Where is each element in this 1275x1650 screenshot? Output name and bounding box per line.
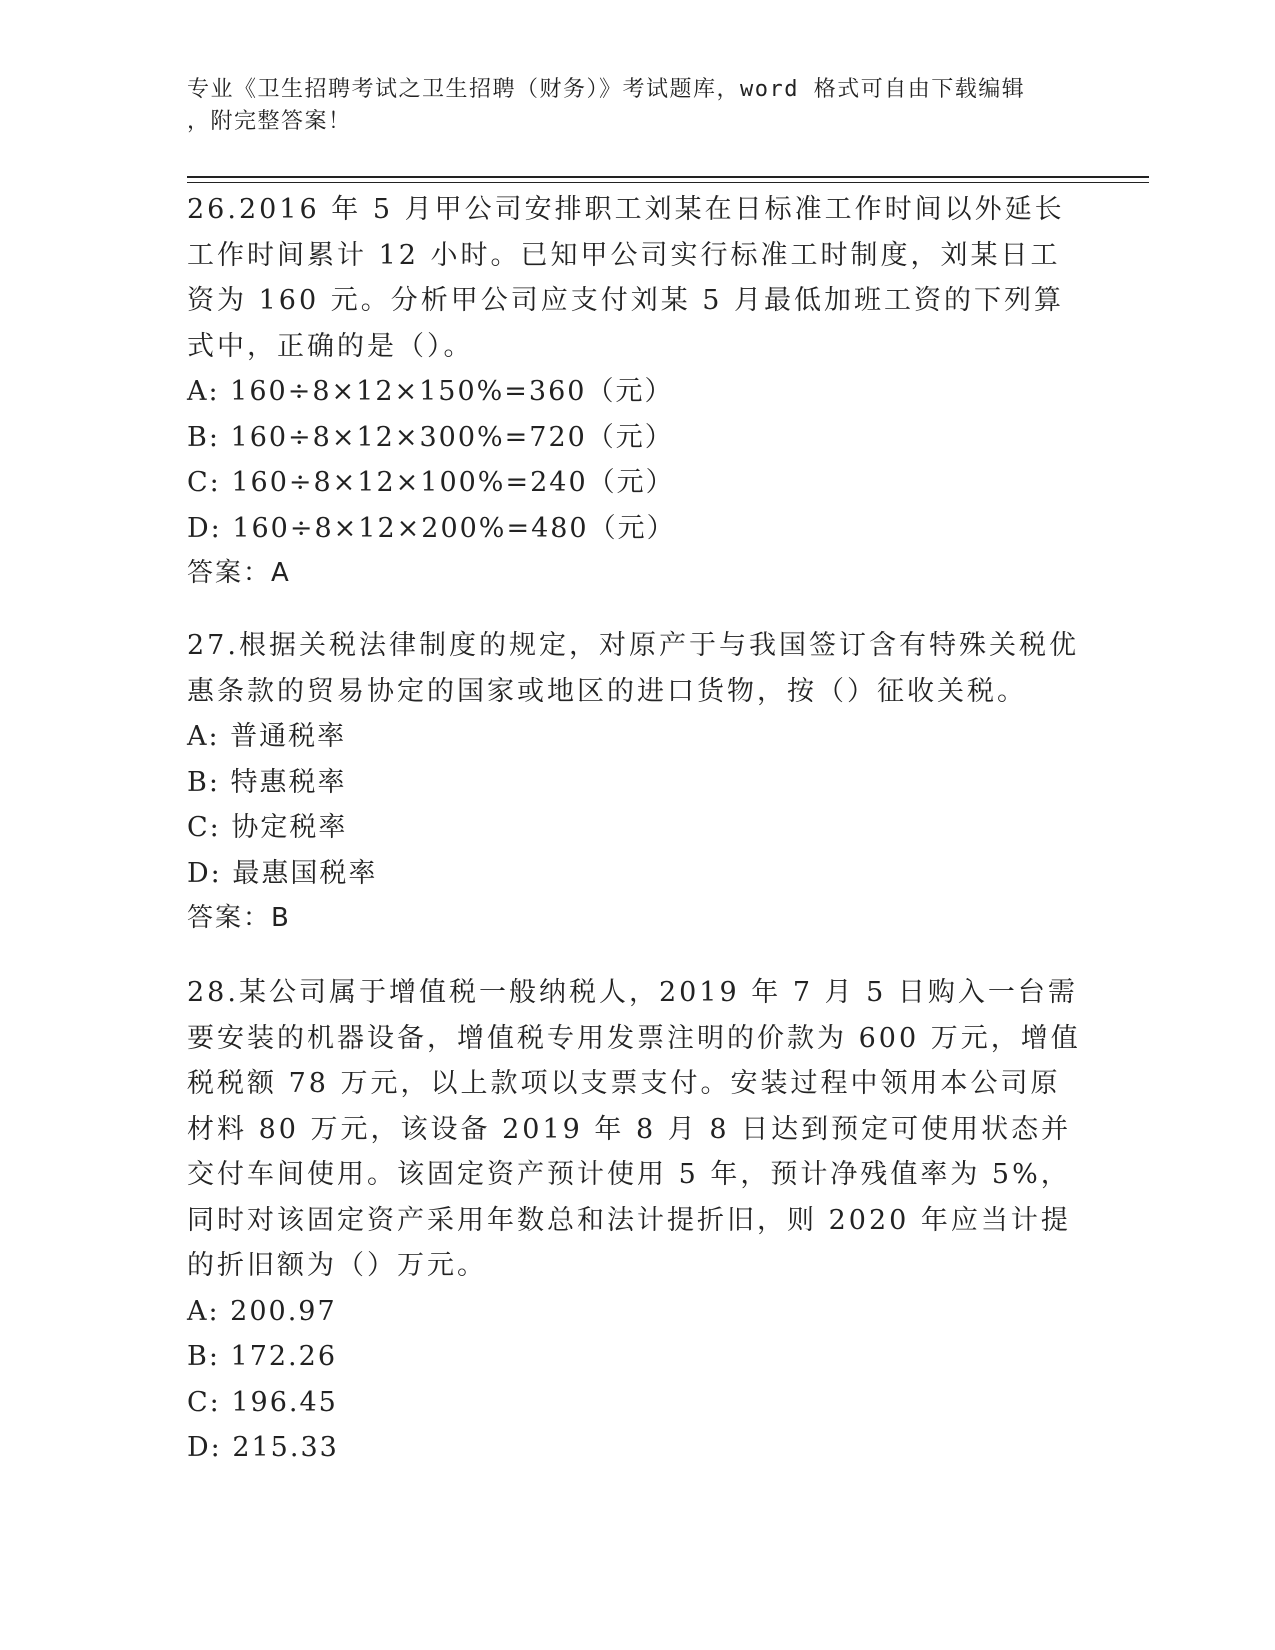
header-divider-thin: [187, 182, 1149, 183]
option-b: B: 160÷8×12×300%=720（元）: [187, 421, 674, 453]
header-line-1: 专业《卫生招聘考试之卫生招聘（财务）》考试题库，word 格式可自由下载编辑: [187, 77, 1026, 102]
option-a: A: 200.97: [187, 1295, 337, 1327]
option-c: C: 160÷8×12×100%=240（元）: [187, 467, 675, 498]
option-c: C: 196.45: [187, 1386, 338, 1418]
option-d: D: 160÷8×12×200%=480（元）: [187, 512, 676, 544]
header-divider-thick: [187, 176, 1149, 178]
question-text: 26.2016 年 5 月甲公司安排职工刘某在日标准工作时间以外延长工作时间累计 12 小时。已知甲公司实行标准工时制度，刘某日工资为 160 元。分析甲公司应支付刘某 5 月最低加班工资的下列算式中，正确的是（）。: [187, 194, 1065, 362]
question-28: [187, 970, 1087, 1471]
option-a: A: 普通税率: [187, 721, 347, 752]
header-line-2: ，附完整答案！: [187, 109, 352, 134]
option-b: B: 172.26: [187, 1341, 337, 1372]
document-header: [187, 74, 1087, 138]
question-text: 27.根据关税法律制度的规定，对原产于与我国签订含有特殊关税优惠条款的贸易协定的国家或地区的进口货物，按（）征收关税。: [187, 630, 1079, 707]
answer-label: 答案：A: [187, 558, 291, 588]
question-text: 28.某公司属于增值税一般纳税人，2019 年 7 月 5 日购入一台需要安装的机器设备，增值税专用发票注明的价款为 600 万元，增值税税额 78 万元，以上款项以支票支付。安装过程中领用本公司原材料 80 万元，该设备 2019 年 8 月 8 日达到预定可使用状态并交付车间使用。该固定资产预计使用 5 年，预计净残值率为 5%，同时对该固定资产采用年数总和法计提折旧，则 2020 年应当计提的折旧额为（）万元。: [187, 977, 1081, 1281]
option-a: A: 160÷8×12×150%=360（元）: [187, 376, 674, 407]
question-26: [187, 187, 1087, 597]
option-c: C: 协定税率: [187, 812, 348, 843]
option-d: D: 最惠国税率: [187, 857, 378, 889]
option-d: D: 215.33: [187, 1432, 339, 1463]
option-b: B: 特惠税率: [187, 766, 347, 798]
question-27: [187, 623, 1087, 942]
answer-label: 答案：B: [187, 903, 291, 933]
